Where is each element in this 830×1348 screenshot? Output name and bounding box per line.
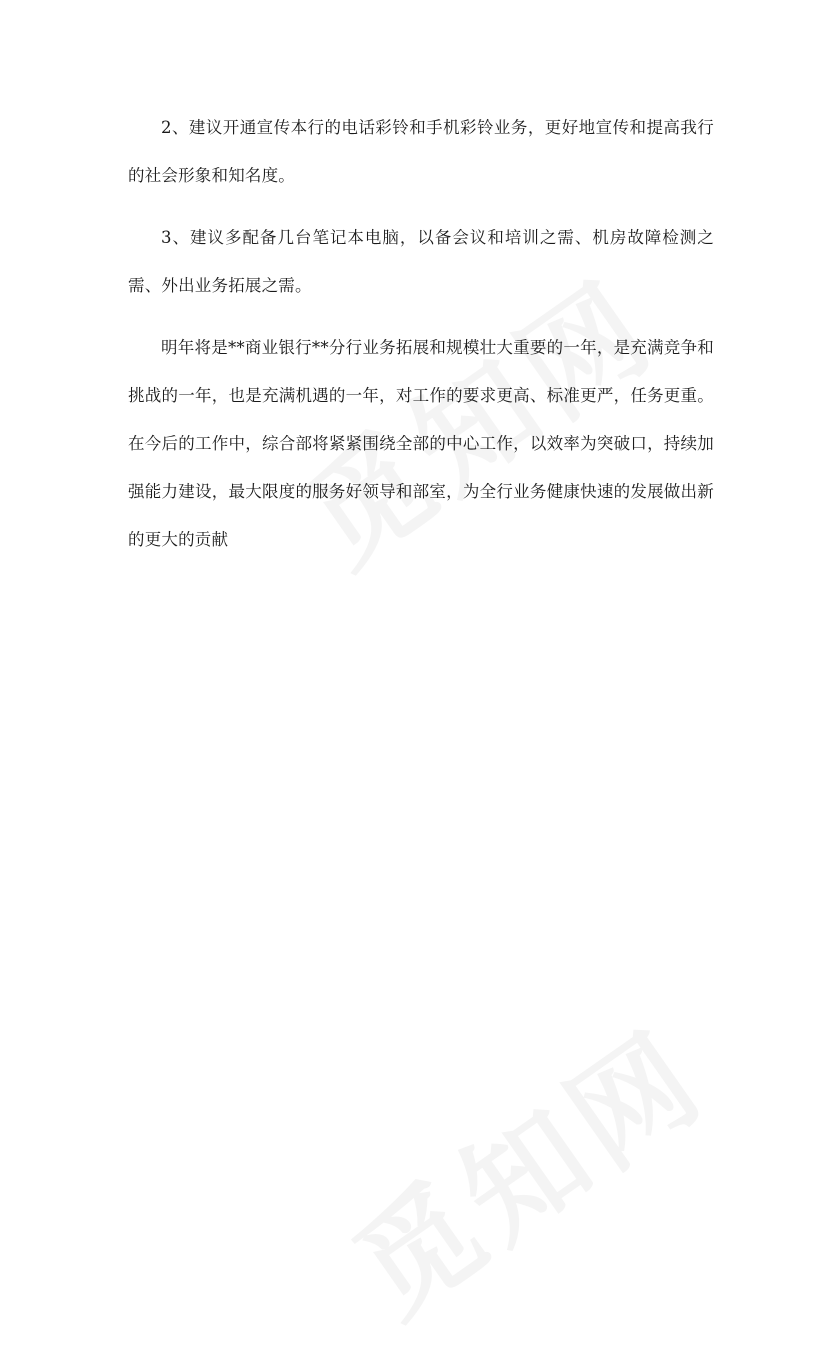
paragraph-outlook: 明年将是**商业银行**分行业务拓展和规模壮大重要的一年，是充满竞争和挑战的一年，也是充满机遇的一年，对工作的要求更高、标准更严，任务更重。在今后的工作中，综合部将紧紧围绕全部的中心工作，以效率为突破口，持续加强能力建设，最大限度的服务好领导和部室，为全行业务健康快速的发展做出新的更大的贡献 (128, 338, 714, 549)
paragraph-suggestion-2: 2、建议开通宣传本行的电话彩铃和手机彩铃业务，更好地宣传和提高我行的社会形象和知名度。 (128, 118, 714, 185)
paragraph-suggestion-3: 3、建议多配备几台笔记本电脑，以备会议和培训之需、机房故障检测之需、外出业务拓展之需。 (128, 228, 714, 295)
document-body (128, 104, 714, 578)
watermark (316, 984, 734, 1348)
